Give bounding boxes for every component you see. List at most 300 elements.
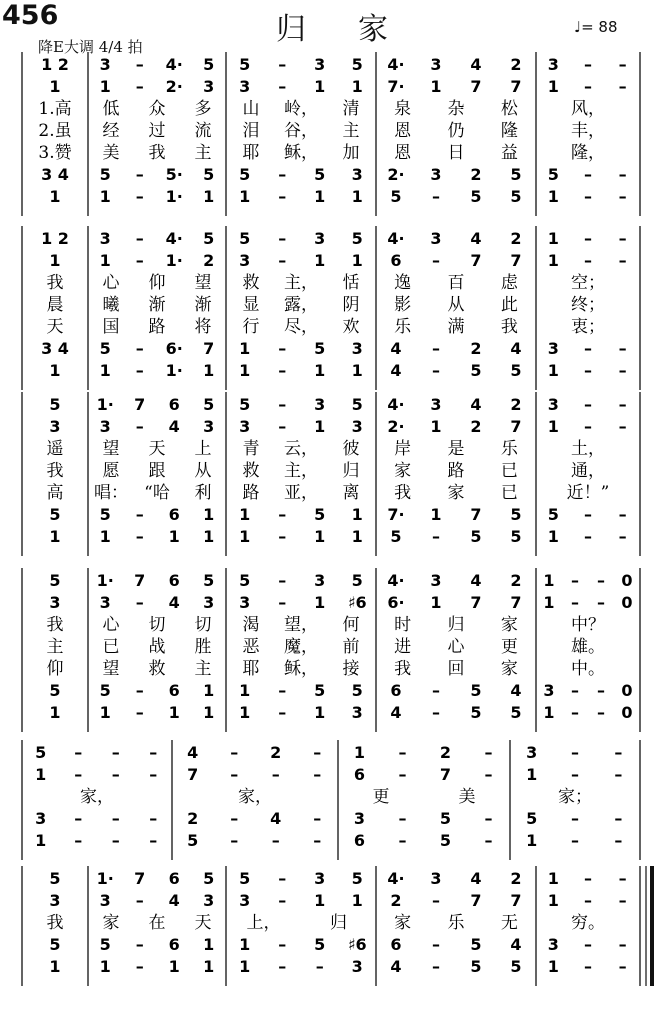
jianpu-note: 1 [203,703,215,722]
lyric-syllable: 国 [102,317,120,337]
jianpu-note: – [278,251,287,270]
jianpu-note: 4 [510,681,522,700]
jianpu-note: 2· [387,165,405,184]
jianpu-note: – [111,831,120,850]
jianpu-note: 5 [203,571,215,590]
jianpu-note: – [584,251,592,270]
jianpu-note: 7 [470,77,482,96]
jianpu-note: 3 [351,957,363,976]
lyric-syllable: 家， [238,787,272,807]
jianpu-note: 4· [387,229,405,248]
lyric-syllable: 1.高 [38,99,72,119]
lyric-syllable: 耶 [242,143,260,163]
jianpu-note: – [432,681,440,700]
jianpu-note: 5 [526,809,538,828]
jianpu-note: 1 [49,361,61,380]
jianpu-note: 1 [239,957,251,976]
jianpu-note: – [111,743,120,762]
jianpu-note: 7 [510,593,522,612]
jianpu-note: 1 [547,361,559,380]
jianpu-note: – [618,251,627,270]
jianpu-note: 1 [547,957,559,976]
jianpu-note: 1 [353,743,366,762]
lyric-syllable: 土， [571,439,605,459]
lyric-syllable: 遥 [46,439,64,459]
jianpu-note: 3 [99,229,111,248]
jianpu-note: 5 [99,165,111,184]
jianpu-note: 1 [547,527,559,546]
jianpu-note: – [614,765,623,784]
lyric-syllable: 魔， [284,637,318,657]
jianpu-note: – [271,765,280,784]
lyric-syllable: 加 [342,143,360,163]
lyric-syllable: 从 [447,295,465,315]
lyric-syllable: 美 [458,787,476,807]
jianpu-note: 5 [49,395,61,414]
lyric-syllable: 岸 [394,439,412,459]
jianpu-note: – [484,743,493,762]
jianpu-note: 5 [351,55,363,74]
jianpu-note: 2 [470,165,482,184]
jianpu-note: – [571,593,579,612]
jianpu-note: 1 [543,593,555,612]
jianpu-note: 5 [470,361,482,380]
jianpu-note: 4 [470,869,482,888]
jianpu-note: – [230,765,239,784]
jianpu-note: – [135,681,144,700]
jianpu-note: 7 [510,251,522,270]
jianpu-note: 6 [168,505,180,524]
jianpu-note: – [278,187,287,206]
jianpu-note: 1· [96,869,114,888]
jianpu-note: – [584,187,592,206]
jianpu-note: ♯6 [347,593,367,612]
jianpu-note: – [618,339,627,358]
jianpu-note: 5 [439,831,452,850]
jianpu-note: 5 [49,869,61,888]
lyric-syllable: 阴 [342,295,360,315]
lyric-syllable: 救 [242,273,260,293]
system-2 [22,226,640,390]
jianpu-note: – [398,743,407,762]
jianpu-note: 3 [99,891,111,910]
jianpu-note: 5 [351,869,363,888]
jianpu-note: 5 [203,869,215,888]
jianpu-note: 4 [510,339,522,358]
jianpu-note: 5 [239,55,251,74]
lyric-syllable: 主 [342,121,360,141]
jianpu-note: 1 [35,831,47,850]
lyric-syllable: 美 [102,143,120,163]
lyric-syllable: 将 [194,317,212,337]
jianpu-note: 5 [239,165,251,184]
lyric-syllable: 无 [500,913,518,933]
lyric-syllable: 仍 [447,121,465,141]
jianpu-note: – [230,831,239,850]
jianpu-note: 3 [430,165,442,184]
jianpu-note: 1 [239,361,251,380]
jianpu-note: – [618,361,627,380]
lyric-syllable: 泪 [242,121,260,141]
jianpu-note: 7 [134,571,146,590]
jianpu-note: 1 [314,361,326,380]
jianpu-note: – [432,361,440,380]
jianpu-note: 1 [99,251,111,270]
jianpu-note: 7 [203,339,215,358]
jianpu-note: 5 [239,571,251,590]
jianpu-note: – [618,869,627,888]
jianpu-note: 2 [470,417,482,436]
lyric-syllable: 众 [148,99,166,119]
jianpu-note: – [584,891,592,910]
jianpu-note: – [571,809,579,828]
jianpu-note: 1 [203,957,215,976]
lyric-syllable: 主 [46,637,64,657]
jianpu-note: – [584,935,592,954]
jianpu-note: 5 [99,681,111,700]
jianpu-note: – [571,831,579,850]
jianpu-note: – [74,765,83,784]
jianpu-note: 7 [470,251,482,270]
jianpu-note: – [135,251,144,270]
jianpu-note: – [597,681,605,700]
lyric-syllable: 家 [500,659,518,679]
jianpu-note: 1 [168,703,180,722]
jianpu-note: 5 [239,395,251,414]
jianpu-note: 1 [351,527,363,546]
lyric-syllable: 进 [394,637,412,657]
jianpu-note: 1 [547,417,559,436]
lyric-syllable: 影 [394,295,412,315]
jianpu-note: – [278,681,287,700]
jianpu-note: 3 [203,891,215,910]
jianpu-note: 1 [49,251,61,270]
jianpu-note: 1 [351,505,363,524]
jianpu-note: 0 [621,703,633,722]
jianpu-note: – [135,527,144,546]
jianpu-note: – [584,957,592,976]
jianpu-note: 1 [314,417,326,436]
jianpu-note: – [278,869,287,888]
jianpu-note: 4· [387,571,405,590]
lyric-syllable: 晨 [46,295,64,315]
jianpu-note: 5 [203,55,215,74]
jianpu-note: 1 [99,527,111,546]
jianpu-note: – [278,957,287,976]
jianpu-note: 1 [314,593,326,612]
jianpu-note: 6 [353,831,366,850]
jianpu-note: – [278,165,287,184]
lyric-syllable: 益 [500,143,518,163]
jianpu-note: 1 [314,703,326,722]
lyric-syllable: 我 [394,483,412,503]
jianpu-note: – [149,765,158,784]
jianpu-note: 3 [49,593,61,612]
jianpu-note: 1 [168,527,180,546]
lyric-syllable: 渐 [194,295,212,315]
jianpu-note: – [618,957,627,976]
jianpu-note: 1 [351,891,363,910]
jianpu-note: – [149,809,158,828]
jianpu-note: 4· [387,55,405,74]
lyric-syllable: 前 [342,637,360,657]
jianpu-note: – [584,527,592,546]
jianpu-note: 1 [547,251,559,270]
lyric-syllable: 显 [242,295,260,315]
jianpu-note: 6 [390,681,402,700]
jianpu-note: 1 [203,935,215,954]
jianpu-note: – [618,187,627,206]
jianpu-note: 1 [49,77,61,96]
jianpu-note: 7 [470,505,482,524]
lyric-syllable: 恶 [242,637,260,657]
jianpu-note: – [614,743,623,762]
lyric-syllable: 归 [330,913,347,933]
jianpu-note: – [135,593,144,612]
jianpu-note: 5 [203,229,215,248]
jianpu-note: 4 [470,229,482,248]
lyric-syllable: 归 [447,615,465,635]
jianpu-note: 5 [510,165,522,184]
lyric-syllable: 回 [447,659,465,679]
jianpu-note: 5 [351,229,363,248]
jianpu-note: 4 [168,417,180,436]
jianpu-note: – [278,395,287,414]
jianpu-note: 1 [547,187,559,206]
jianpu-note: – [571,765,579,784]
jianpu-note: 5 [439,809,452,828]
lyric-syllable: 恩 [394,121,412,141]
lyric-syllable: 路 [447,461,465,481]
jianpu-note: 3 [547,339,559,358]
lyric-syllable: 稣， [284,143,318,163]
jianpu-note: – [584,339,592,358]
lyric-syllable: 家 [394,461,412,481]
jianpu-note: 7 [510,77,522,96]
lyric-syllable: 仰 [148,273,166,293]
jianpu-note: – [584,229,592,248]
lyric-syllable: 利 [194,483,212,503]
lyric-syllable: 上 [194,439,212,459]
jianpu-note: 5 [314,935,326,954]
lyric-syllable: 家； [558,787,592,807]
jianpu-note: 6 [168,571,180,590]
jianpu-note: – [135,339,144,358]
lyric-syllable: 我 [46,461,64,481]
jianpu-note: 3 [99,55,111,74]
jianpu-note: 1 [203,187,215,206]
jianpu-note: – [398,809,407,828]
lyric-syllable: 切 [148,615,166,635]
lyric-syllable: 渐 [148,295,166,315]
jianpu-note: – [571,743,579,762]
jianpu-note: 4 [390,703,402,722]
jianpu-note: 2 [439,743,452,762]
jianpu-note: – [135,165,144,184]
jianpu-note: 5 [510,505,522,524]
lyric-syllable: 我 [394,659,412,679]
jianpu-note: 2 [390,891,402,910]
lyric-syllable: 离 [342,483,360,503]
jianpu-note: – [432,187,440,206]
lyric-syllable: “哈 [144,483,170,503]
jianpu-note: 1 [49,703,61,722]
jianpu-note: – [618,935,627,954]
lyric-syllable: 逸 [394,273,412,293]
jianpu-note: 1 [35,765,47,784]
jianpu-note: 5 [239,869,251,888]
jianpu-note: 3 [351,417,363,436]
jianpu-note: – [135,361,144,380]
lyric-syllable: 泉 [394,99,412,119]
jianpu-note: – [584,361,592,380]
lyric-syllable: 心 [102,615,120,635]
lyric-syllable: 天 [46,317,64,337]
jianpu-note: 4 [187,743,199,762]
jianpu-note: 1 [314,77,326,96]
jianpu-note: – [432,957,440,976]
jianpu-note: 1 [239,935,251,954]
jianpu-note: – [271,831,280,850]
jianpu-note: – [149,743,158,762]
jianpu-note: 5 [99,505,111,524]
jianpu-note: 1 [351,361,363,380]
jianpu-note: – [74,831,83,850]
jianpu-note: – [597,593,605,612]
jianpu-note: 5 [510,361,522,380]
jianpu-note: 1 [239,339,251,358]
jianpu-note: ♯6 [347,935,367,954]
lyric-syllable: 耶 [242,659,260,679]
jianpu-note: 1 [351,77,363,96]
jianpu-note: 3 [49,417,61,436]
lyric-syllable: 日 [447,143,465,163]
jianpu-note: 1 [203,361,215,380]
jianpu-note: 4· [387,395,405,414]
system-6 [22,866,652,986]
jianpu-note: – [398,765,407,784]
lyric-syllable: 家 [500,615,518,635]
jianpu-note: 6· [387,593,405,612]
lyric-syllable: 愿 [102,461,120,481]
lyric-syllable: 救 [148,659,166,679]
jianpu-note: 7 [510,417,522,436]
lyric-syllable: 路 [242,483,260,503]
jianpu-note: 1 [526,765,538,784]
jianpu-note: 2· [165,77,183,96]
jianpu-note: 5· [165,165,183,184]
lyric-syllable: 乐 [394,317,412,337]
jianpu-note: 2 [510,571,522,590]
lyric-syllable: 接 [342,659,360,679]
jianpu-note: 4· [387,869,405,888]
jianpu-note: 7· [387,77,405,96]
jianpu-note: 4 [470,55,482,74]
jianpu-note: – [135,957,144,976]
jianpu-note: 1 [351,251,363,270]
jianpu-note: 0 [621,593,633,612]
lyric-syllable: 杂 [447,99,465,119]
lyric-syllable: 恩 [394,143,412,163]
jianpu-note: 1 [547,891,559,910]
jianpu-note: 7 [134,395,146,414]
jianpu-note: 1 [239,703,251,722]
jianpu-note: – [278,229,287,248]
jianpu-note: 6 [168,935,180,954]
jianpu-note: 5 [49,935,61,954]
jianpu-note: – [584,165,592,184]
lyric-syllable: 更 [372,787,390,807]
jianpu-note: – [74,743,83,762]
lyric-syllable: 穷。 [571,913,605,933]
jianpu-note: 4 [168,593,180,612]
lyric-syllable: 低 [102,99,120,119]
jianpu-note: 5 [49,571,61,590]
jianpu-note: 5 [314,505,326,524]
jianpu-note: 2 [510,395,522,414]
jianpu-note: – [618,229,627,248]
jianpu-note: – [230,743,239,762]
lyric-syllable: 近！” [566,483,610,503]
jianpu-note: 5 [510,703,522,722]
lyric-syllable: 天 [194,913,212,933]
lyric-syllable: 更 [500,637,518,657]
jianpu-note: 1 [99,957,111,976]
lyric-syllable: 已 [500,483,518,503]
jianpu-note: 4· [165,229,183,248]
lyric-syllable: 主 [194,143,212,163]
jianpu-note: 4· [165,55,183,74]
lyric-syllable: 3.赞 [38,143,72,163]
jianpu-note: – [618,417,627,436]
jianpu-note: 2 [510,55,522,74]
jianpu-note: 3 [314,869,326,888]
jianpu-note: 3 4 [41,339,69,358]
jianpu-note: 7 [510,891,522,910]
jianpu-note: – [74,809,83,828]
jianpu-note: – [618,55,627,74]
jianpu-note: – [618,77,627,96]
jianpu-note: – [230,809,239,828]
lyric-syllable: 望， [284,615,318,635]
lyric-syllable: 我 [500,317,518,337]
lyric-syllable: 在 [148,913,166,933]
jianpu-note: 1 [99,77,111,96]
jianpu-note: 4 [390,361,402,380]
jianpu-note: – [432,935,440,954]
jianpu-note: 3 [314,55,326,74]
jianpu-note: – [618,891,627,910]
lyric-syllable: 岭， [284,99,318,119]
lyric-syllable: 丰， [571,121,605,141]
jianpu-note: – [278,505,287,524]
lyric-syllable: 天 [148,439,166,459]
jianpu-note: 3 [99,593,111,612]
lyric-syllable: 满 [447,317,465,337]
lyric-syllable: 主， [284,461,318,481]
lyric-syllable: 云， [284,439,318,459]
lyric-syllable: 主 [194,659,212,679]
jianpu-note: 1· [96,571,114,590]
lyric-syllable: 山 [242,99,260,119]
jianpu-note: – [584,55,592,74]
jianpu-note: 7 [470,891,482,910]
jianpu-note: 5 [351,571,363,590]
lyric-syllable: 中？ [571,615,605,635]
jianpu-note: 3 [99,417,111,436]
lyric-syllable: 谷， [284,121,318,141]
lyric-syllable: 上， [246,913,281,933]
